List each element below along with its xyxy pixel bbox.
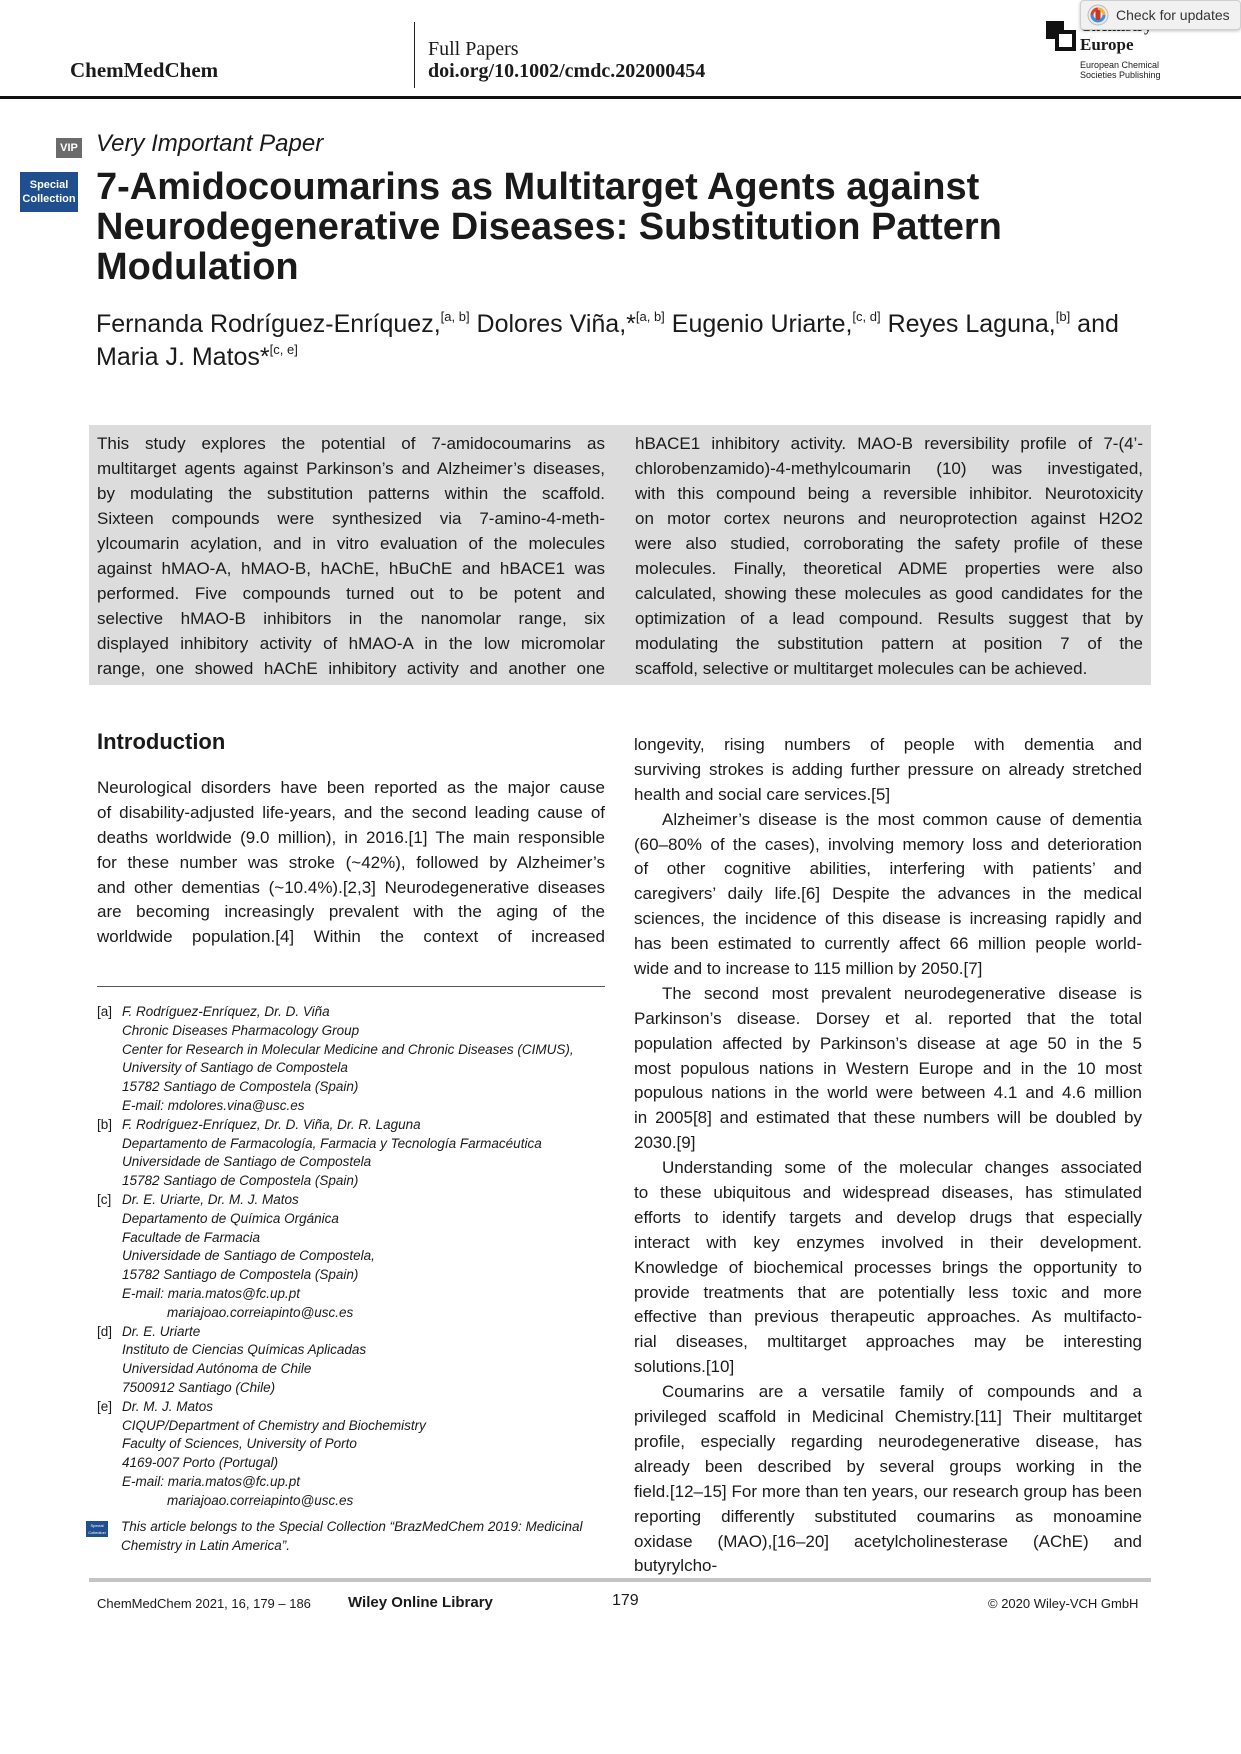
affiliation-tag: [c] — [97, 1191, 112, 1207]
header-rule — [0, 96, 1241, 99]
abstract-line: optimization of a lead compound. Results suggest that by — [635, 609, 1143, 628]
affiliation-email[interactable]: mariajoao.correiapinto@usc.es — [167, 1492, 354, 1508]
title-line: Neurodegenerative Diseases: Substitution Pattern — [96, 206, 1002, 248]
affiliation-tag: [d] — [97, 1323, 113, 1339]
abstract-line: displayed inhibitory activity of hMAO-A in the low micromolar — [97, 634, 605, 653]
author-affiliation: [a, b] — [440, 309, 470, 324]
affiliation-line: CIQUP/Department of Chemistry and Biochemistry — [122, 1417, 426, 1433]
affiliation-line: University of Santiago de Compostela — [122, 1060, 348, 1076]
body-line: of other cognitive abilities, interfering with patients’ and — [634, 859, 1142, 879]
affiliation-line: Universidade de Santiago de Compostela, — [122, 1248, 375, 1264]
affiliation-line: 15782 Santiago de Compostela (Spain) — [122, 1267, 359, 1283]
title-line: Modulation — [96, 246, 299, 288]
affiliation-line: Faculty of Sciences, University of Porto — [122, 1436, 357, 1452]
publisher-subtitle: European Chemical Societies Publishing — [1080, 60, 1161, 80]
journal-name: ChemMedChem — [70, 58, 219, 82]
affiliation-email[interactable]: E-mail: maria.matos@fc.up.pt — [122, 1285, 301, 1301]
body-line: solutions.[10] — [634, 1357, 735, 1377]
abstract-line: molecules. Finally, theoretical ADME properties were also — [635, 559, 1143, 578]
section-heading-introduction: Introduction — [97, 729, 226, 754]
affiliation-line: 4169-007 Porto (Portugal) — [122, 1455, 279, 1471]
footer-copyright: © 2020 Wiley-VCH GmbH — [988, 1596, 1139, 1611]
author-name: Dolores Viña,* — [476, 310, 636, 338]
body-line: of disability-adjusted life-years, and the second leading cause of — [97, 802, 605, 822]
body-line: surviving strokes is adding further pressure on already stretched — [634, 759, 1142, 779]
abstract-column-right — [635, 431, 1143, 681]
body-line: Parkinson’s disease. Dorsey et al. reported that the total — [634, 1008, 1142, 1028]
body-line: oxidase (MAO),[16–20] acetylcholinesterase (AChE) and butyrylcho- — [634, 1531, 1142, 1576]
body-line: field.[12–15] For more than ten years, our research group has been — [634, 1481, 1142, 1501]
affiliation-line: Universidad Autónoma de Chile — [122, 1361, 312, 1377]
body-line: The second most prevalent neurodegenerative disease is — [662, 983, 1142, 1003]
affiliation-line: F. Rodríguez-Enríquez, Dr. D. Viña, Dr. R. Laguna — [122, 1116, 421, 1132]
body-line: Alzheimer’s disease is the most common cause of dementia — [662, 809, 1142, 829]
body-line: 2030.[9] — [634, 1133, 696, 1153]
title-line: 7-Amidocoumarins as Multitarget Agents against — [96, 166, 980, 208]
abstract-line: were also studied, corroborating the safety profile of these — [635, 534, 1143, 553]
body-line: sciences, the incidence of this disease is increasing rapidly and — [634, 909, 1142, 929]
page-number: 179 — [612, 1592, 639, 1609]
body-line: interact with key enzymes involved in their development. — [634, 1232, 1142, 1252]
affiliation-email[interactable]: E-mail: mdolores.vina@usc.es — [122, 1097, 305, 1113]
body-line: wide and to increase to 115 million by 2050.[7] — [634, 959, 983, 979]
chemistry-europe-logo-icon — [1046, 21, 1076, 53]
body-line: longevity, rising numbers of people with dementia and — [634, 735, 1142, 754]
body-line: privileged scaffold in Medicinal Chemistry.[11] Their multitarget — [634, 1407, 1142, 1427]
abstract-line: by modulating the substitution patterns within the scaffold. — [97, 484, 605, 503]
affiliation-line: Instituto de Ciencias Químicas Aplicadas — [122, 1342, 367, 1358]
author-affiliation: [c, e] — [269, 342, 298, 357]
affiliation-line: Departamento de Farmacología, Farmacia y Tecnología Farmacéutica — [122, 1135, 542, 1151]
footnote-rule — [97, 986, 605, 987]
abstract-line: calculated, showing these molecules as good candidates for the — [635, 584, 1143, 603]
doi-link[interactable]: doi.org/10.1002/cmdc.202000454 — [428, 60, 706, 82]
abstract-line: performed. Five compounds turned out to be potent and — [97, 584, 605, 603]
special-collection-note — [86, 1518, 626, 1556]
affiliation-line: Dr. M. J. Matos — [122, 1398, 214, 1414]
body-line: populous nations in the world were between 4.1 and 4.6 million — [634, 1083, 1142, 1103]
body-line: in 2005[8] and estimated that these numbers will be doubled by — [634, 1108, 1142, 1128]
affiliation-line: 15782 Santiago de Compostela (Spain) — [122, 1173, 359, 1189]
affiliation-line: Departamento de Química Orgánica — [122, 1210, 339, 1226]
affiliation-line: Universidade de Santiago de Compostela — [122, 1154, 372, 1170]
author-conjunction: and — [1077, 310, 1119, 338]
abstract-line: multitarget agents against Parkinson’s and Alzheimer’s diseases, — [97, 459, 605, 478]
abstract-line: chlorobenzamido)-4-methylcoumarin (10) was investigated, — [635, 459, 1143, 478]
affiliation-line: Dr. E. Uriarte, Dr. M. J. Matos — [122, 1191, 299, 1207]
body-line: health and social care services.[5] — [634, 784, 891, 804]
body-line: are becoming increasingly prevalent with the aging of the — [97, 902, 605, 922]
header-divider — [414, 22, 415, 88]
body-line: already been described by several groups working in the — [634, 1456, 1142, 1476]
affiliation-line: Facultade de Farmacia — [122, 1229, 261, 1245]
affiliation-tag: [a] — [97, 1004, 113, 1019]
abstract-line: modulating the substitution pattern at position 7 of the — [635, 634, 1143, 653]
body-line: deaths worldwide (9.0 million), in 2016.[1] The main responsible — [97, 827, 605, 847]
article-title — [96, 167, 1146, 287]
abstract-line: scaffold, selective or multitarget molecules can be achieved. — [635, 659, 1088, 678]
body-line: profile, especially regarding neurodegenerative disease, has — [634, 1431, 1142, 1451]
abstract-line: range, one showed hAChE inhibitory activity and another one — [97, 659, 605, 678]
affiliation-tag: [b] — [97, 1116, 113, 1132]
abstract-line: This study explores the potential of 7-amidocoumarins as — [97, 434, 605, 453]
affiliation-line: 7500912 Santiago (Chile) — [122, 1379, 276, 1395]
body-line: (60–80% of the cases), involving memory loss and deterioration — [634, 834, 1142, 854]
wiley-online-library-link[interactable]: Wiley Online Library — [348, 1594, 493, 1611]
abstract-line: against hMAO-A, hMAO-B, hAChE, hBuChE and hBACE1 was — [97, 559, 605, 578]
collection-note-line: This article belongs to the Special Collection “BrazMedChem 2019: Medicinal — [121, 1519, 583, 1534]
body-line: provide treatments that are potentially less toxic and more — [634, 1282, 1142, 1302]
body-line: effective than previous therapeutic approaches. As multifacto- — [634, 1307, 1142, 1327]
body-line: Neurological disorders have been reported as the major cause — [97, 778, 605, 797]
body-line: has been estimated to currently affect 66 million people world- — [634, 934, 1142, 954]
author-name: Fernanda Rodríguez-Enríquez, — [96, 310, 441, 338]
body-line: Coumarins are a versatile family of compounds and a — [662, 1382, 1142, 1402]
paper-category: Very Important Paper — [96, 130, 324, 157]
body-line: to these ubiquitous and widespread diseases, has stimulated — [634, 1183, 1142, 1203]
body-line: rial diseases, multitarget approaches may be interesting — [634, 1332, 1142, 1352]
abstract-line: with this compound being a reversible inhibitor. Neurotoxicity — [635, 484, 1143, 503]
abstract-box — [89, 425, 1151, 685]
body-line: population affected by Parkinson’s disease at age 50 in the 5 — [634, 1033, 1142, 1053]
abstract-line: ylcoumarin acylation, and in vitro evaluation of the molecules — [97, 534, 605, 553]
body-line: reporting differently substituted coumarins as monoamine — [634, 1506, 1142, 1526]
affiliation-line: Center for Research in Molecular Medicine and Chronic Diseases (CIMUS), — [122, 1041, 574, 1057]
body-line: Understanding some of the molecular changes associated — [662, 1158, 1142, 1178]
affiliation-line: F. Rodríguez-Enríquez, Dr. D. Viña — [122, 1004, 330, 1019]
vip-badge: VIP — [56, 138, 82, 158]
abstract-column-left — [97, 431, 605, 681]
body-line: most populous nations in Western Europe and in the 10 most — [634, 1058, 1142, 1078]
affiliation-tag: [e] — [97, 1398, 113, 1414]
abstract-line: selective hMAO-B inhibitors in the nanomolar range, six — [97, 609, 605, 628]
affiliations — [97, 1003, 637, 1511]
collection-note-line: Chemistry in Latin America”. — [121, 1537, 291, 1553]
author-name: Eugenio Uriarte, — [671, 310, 853, 338]
body-line: for these number was stroke (~42%), followed by Alzheimer’s — [97, 852, 605, 872]
body-line: Knowledge of biochemical processes brings the opportunity to — [634, 1257, 1142, 1277]
body-line: and other dementias (~10.4%).[2,3] Neurodegenerative diseases — [97, 877, 605, 897]
special-collection-badge: Special Collection — [20, 172, 78, 212]
body-line: efforts to identify targets and develop drugs that especially — [634, 1207, 1142, 1227]
publisher-name-line2: Europe — [1080, 35, 1134, 54]
affiliation-email[interactable]: E-mail: maria.matos@fc.up.pt — [122, 1473, 301, 1489]
author-affiliation: [b] — [1055, 309, 1071, 324]
body-line: worldwide population.[4] Within the context of increased — [97, 927, 605, 947]
abstract-line: hBACE1 inhibitory activity. MAO-B reversibility profile of 7-(4’- — [635, 434, 1143, 453]
affiliation-email[interactable]: mariajoao.correiapinto@usc.es — [167, 1304, 354, 1320]
abstract-line: Sixteen compounds were synthesized via 7-amino-4-meth- — [97, 509, 605, 528]
check-updates-label: Check for updates — [1116, 7, 1230, 23]
author-affiliation: [a, b] — [635, 309, 665, 324]
affiliation-line: Dr. E. Uriarte — [122, 1323, 201, 1339]
body-line: caregivers’ daily life.[6] Despite the advances in the medical — [634, 884, 1142, 904]
intro-column-left — [97, 776, 605, 950]
author-affiliation: [c, d] — [852, 309, 881, 324]
check-updates-icon — [1087, 4, 1109, 26]
section-label: Full Papers — [428, 38, 519, 60]
check-for-updates-button[interactable] — [1080, 0, 1241, 30]
footer-citation: ChemMedChem 2021, 16, 179 – 186 — [97, 1596, 311, 1611]
affiliation-line: 15782 Santiago de Compostela (Spain) — [122, 1079, 359, 1095]
affiliation-line: Chronic Diseases Pharmacology Group — [122, 1022, 360, 1038]
author-name: Maria J. Matos* — [96, 343, 270, 371]
author-name: Reyes Laguna, — [887, 310, 1056, 338]
special-collection-mini-badge: Special Collection — [86, 1521, 108, 1537]
abstract-line: on motor cortex neurons and neuroprotection against H2O2 — [635, 509, 1143, 528]
footer-rule — [89, 1578, 1151, 1582]
intro-column-right — [634, 733, 1142, 1576]
author-list — [96, 308, 1176, 374]
